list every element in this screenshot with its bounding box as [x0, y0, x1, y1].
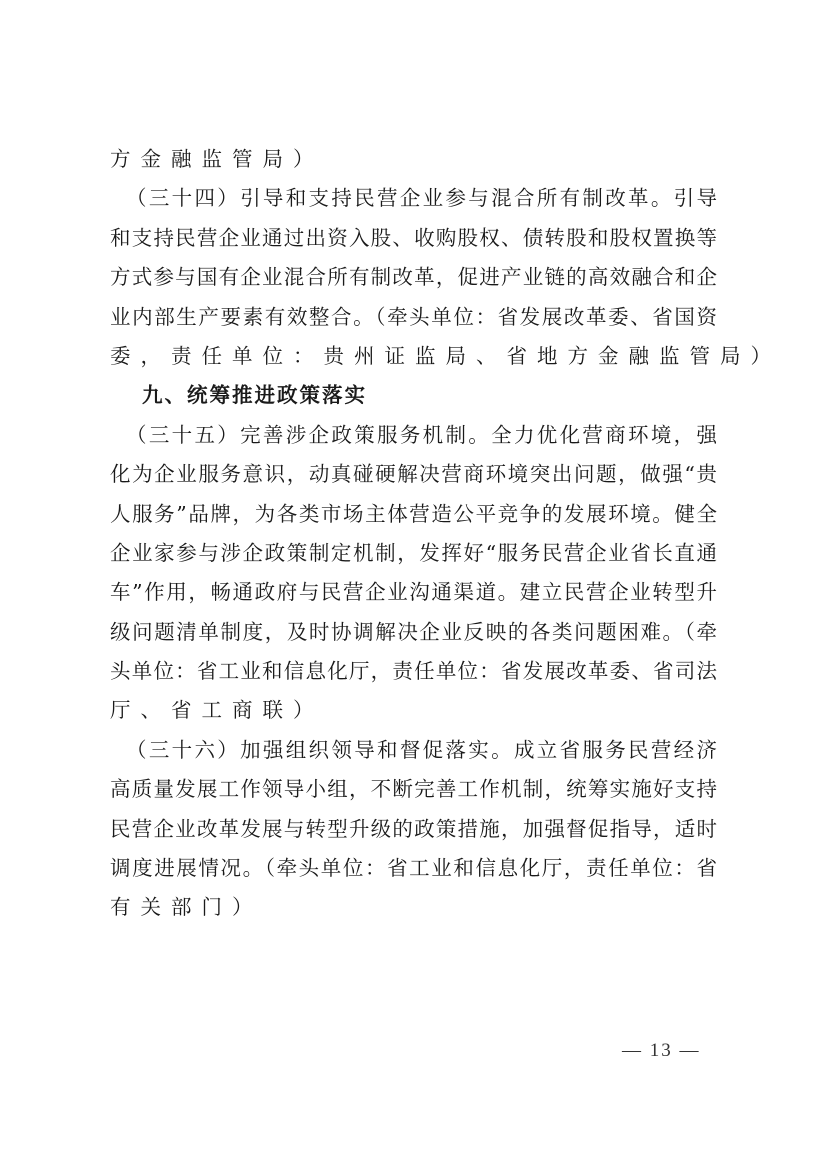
text-line: （三十四）引导和支持民营企业参与混合所有制改革。引导 [126, 186, 717, 211]
text-line: 委，责任单位：贵州证监局、省地方金融监管局） [110, 343, 781, 368]
text-line: 和支持民营企业通过出资入股、收购股权、债转股和股权置换等 [110, 225, 717, 250]
page-number: — 13 — [622, 1040, 701, 1061]
text-line: 有关部门） [110, 895, 263, 920]
text-line: 方金融监管局） [110, 147, 324, 171]
text-line: 民营企业改革发展与转型升级的政策措施，加强督促指导，适时 [110, 816, 717, 841]
text-line: 厅、省工商联） [110, 698, 324, 723]
section-heading: 九、统筹推进政策落实 [142, 383, 367, 408]
text-line: 头单位：省工业和信息化厅，责任单位：省发展改革委、省司法 [110, 659, 717, 684]
text-line: （三十六）加强组织领导和督促落实。成立省服务民营经济 [126, 737, 717, 762]
text-line: 业内部生产要素有效整合。（牵头单位：省发展改革委、省国资 [110, 304, 717, 329]
text-line: 方式参与国有企业混合所有制改革，促进产业链的高效融合和企 [110, 265, 717, 290]
text-line: 调度进展情况。（牵头单位：省工业和信息化厅，责任单位：省 [110, 856, 717, 881]
text-line: 人服务”品牌，为各类市场主体营造公平竞争的发展环境。健全 [110, 501, 717, 526]
text-line: 高质量发展工作领导小组，不断完善工作机制，统筹实施好支持 [110, 777, 717, 802]
document-body [110, 140, 781, 928]
text-line: 化为企业服务意识，动真碰硬解决营商环境突出问题，做强“贵 [110, 462, 717, 487]
text-line: 车”作用，畅通政府与民营企业沟通渠道。建立民营企业转型升 [110, 580, 717, 605]
text-line: 级问题清单制度，及时协调解决企业反映的各类问题困难。（牵 [110, 619, 717, 644]
text-line: （三十五）完善涉企政策服务机制。全力优化营商环境，强 [126, 422, 717, 447]
text-line: 企业家参与涉企政策制定机制，发挥好“服务民营企业省长直通 [110, 540, 717, 565]
